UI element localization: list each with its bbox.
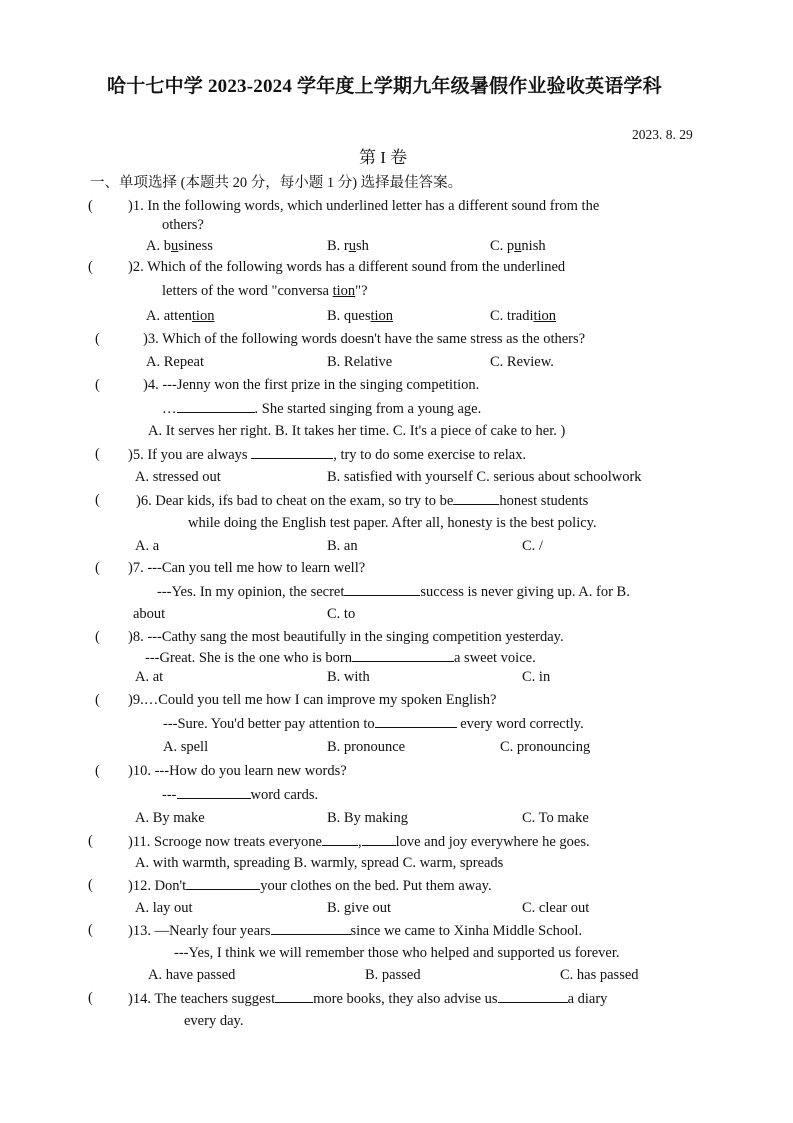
question-10-reply: --- word cards. xyxy=(162,787,319,803)
question-4-reply: … . She started singing from a young age. xyxy=(162,401,482,417)
question-2-stem-cont: letters of the word "conversa tion"? xyxy=(162,283,368,299)
question-4-options: A. It serves her right. B. It takes her time. C. It's a piece of cake to her. ) xyxy=(148,423,566,439)
answer-paren: ( xyxy=(88,990,93,1006)
option-3c: C. Review. xyxy=(490,354,554,370)
option-3b: B. Relative xyxy=(327,354,393,370)
option-12a: A. lay out xyxy=(135,900,193,916)
answer-paren: ( xyxy=(88,833,93,849)
answer-paren: ( xyxy=(88,877,93,893)
question-10-stem: )10. ---How do you learn new words? xyxy=(128,763,347,779)
question-14-stem: )14. The teachers suggest more books, they also advise us a diary xyxy=(128,991,608,1007)
option-7b-cont: about xyxy=(133,606,166,622)
answer-paren: ( xyxy=(95,763,100,779)
option-1b: B. rush xyxy=(327,238,369,254)
option-12c: C. clear out xyxy=(522,900,590,916)
option-13a: A. have passed xyxy=(148,967,236,983)
option-9b: B. pronounce xyxy=(327,739,406,755)
option-6c: C. / xyxy=(522,538,543,554)
question-8-stem: )8. ---Cathy sang the most beautifully in the singing competition yesterday. xyxy=(128,629,564,645)
question-13-stem: )13. —Nearly four years since we came to Xinha Middle School. xyxy=(128,923,583,939)
option-3a: A. Repeat xyxy=(146,354,204,370)
answer-paren: ( xyxy=(88,259,93,275)
option-1c: C. punish xyxy=(490,238,546,254)
option-10b: B. By making xyxy=(327,810,408,826)
answer-paren: ( xyxy=(88,198,93,214)
question-7-stem: )7. ---Can you tell me how to learn well? xyxy=(128,560,366,576)
question-1-stem: )1. In the following words, which underlined letter has a different sound from the xyxy=(128,198,600,214)
exam-date: 2023. 8. 29 xyxy=(632,127,693,142)
option-13b: B. passed xyxy=(365,967,421,983)
option-2b: B. question xyxy=(327,308,394,324)
section-heading: 一、单项选择 (本题共 20 分，每小题 1 分) 选择最佳答案。 xyxy=(90,175,463,191)
question-11-stem: )11. Scrooge now treats everyone , love and joy everywhere he goes. xyxy=(128,834,590,850)
question-12-stem: )12. Don't your clothes on the bed. Put them away. xyxy=(128,878,492,894)
question-14-stem-cont: every day. xyxy=(184,1013,244,1029)
question-6-stem: )6. Dear kids, ifs bad to cheat on the exam, so try to be honest students xyxy=(136,493,589,509)
question-2-stem: )2. Which of the following words has a different sound from the underlined xyxy=(128,259,566,275)
option-10c: C. To make xyxy=(522,810,589,826)
question-9-reply: ---Sure. You'd better pay attention to every word correctly. xyxy=(163,716,584,732)
option-9c: C. pronouncing xyxy=(500,739,591,755)
question-4-stem: )4. ---Jenny won the first prize in the singing competition. xyxy=(143,377,480,393)
answer-paren: ( xyxy=(95,377,100,393)
answer-paren: ( xyxy=(95,629,100,645)
question-13-reply: ---Yes, I think we will remember those who helped and supported us forever. xyxy=(174,945,620,961)
option-13c: C. has passed xyxy=(560,967,639,983)
answer-paren: ( xyxy=(88,922,93,938)
option-2c: C. tradition xyxy=(490,308,557,324)
question-1-stem-cont: others? xyxy=(162,217,204,233)
option-9a: A. spell xyxy=(163,739,209,755)
answer-paren: ( xyxy=(95,692,100,708)
answer-paren: ( xyxy=(95,446,100,462)
question-11-options: A. with warmth, spreading B. warmly, spread C. warm, spreads xyxy=(135,855,504,871)
question-8-reply: ---Great. She is the one who is born a sweet voice. xyxy=(145,650,536,666)
question-6-stem-cont: while doing the English test paper. After all, honesty is the best policy. xyxy=(188,515,597,531)
option-10a: A. By make xyxy=(135,810,205,826)
page-title: 哈十七中学 2023-2024 学年度上学期九年级暑假作业验收英语学科 xyxy=(107,76,662,97)
part-heading: 第 I 卷 xyxy=(359,148,408,167)
option-5a: A. stressed out xyxy=(135,469,221,485)
option-8b: B. with xyxy=(327,669,370,685)
option-8a: A. at xyxy=(135,669,164,685)
option-12b: B. give out xyxy=(327,900,392,916)
question-5-stem: )5. If you are always , try to do some exercise to relax. xyxy=(128,447,527,463)
question-7-reply: ---Yes. In my opinion, the secret success is never giving up. A. for B. xyxy=(157,584,630,600)
option-8c: C. in xyxy=(522,669,551,685)
question-9-stem: )9.…Could you tell me how I can improve my spoken English? xyxy=(128,692,497,708)
option-7c: C. to xyxy=(327,606,356,622)
option-5bc: B. satisfied with yourself C. serious about schoolwork xyxy=(327,469,642,485)
option-6b: B. an xyxy=(327,538,358,554)
question-3-stem: )3. Which of the following words doesn't have the same stress as the others? xyxy=(143,331,586,347)
answer-paren: ( xyxy=(95,331,100,347)
option-6a: A. a xyxy=(135,538,160,554)
answer-paren: ( xyxy=(95,560,100,576)
answer-paren: ( xyxy=(95,492,100,508)
option-2a: A. attention xyxy=(146,308,215,324)
option-1a: A. business xyxy=(146,238,213,254)
